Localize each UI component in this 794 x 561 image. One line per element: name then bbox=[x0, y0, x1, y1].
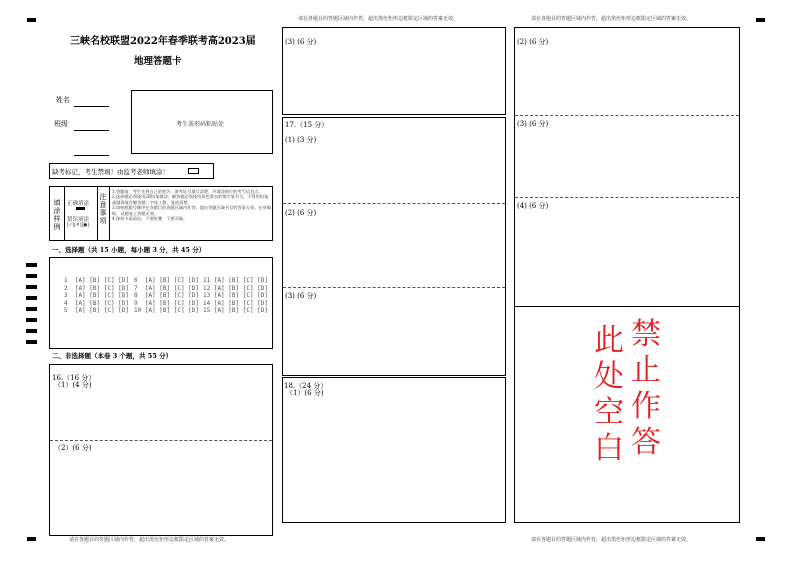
q18-continued-box[interactable] bbox=[514, 27, 740, 307]
choice-row[interactable]: 1 [A] [B] [C] [D] bbox=[64, 277, 130, 284]
exam-number-field[interactable] bbox=[74, 155, 109, 156]
timing-mark bbox=[26, 285, 37, 289]
notice-header: 请在各题目的答题区域内作答，超出黑色矩形边框限定区域的答案无效。 bbox=[298, 16, 459, 22]
timing-mark bbox=[26, 274, 37, 278]
choice-column bbox=[134, 277, 199, 315]
choice-row[interactable]: 15 [A] [B] [C] [D] bbox=[203, 307, 269, 315]
q16-answer-box[interactable] bbox=[49, 364, 273, 536]
q17-part3-label: (3) (6 分) bbox=[285, 292, 317, 300]
q16-part1-label: （1）(4 分) bbox=[54, 381, 92, 389]
timing-mark bbox=[26, 263, 37, 267]
corner-mark-tl bbox=[27, 18, 36, 22]
class-label: 班级 bbox=[54, 120, 68, 128]
corner-mark-tr bbox=[756, 18, 765, 22]
choice-row[interactable]: 13 [A] [B] [C] [D] bbox=[203, 292, 269, 300]
correct-fill-label: 正确填涂 bbox=[67, 201, 90, 207]
q16-part2-label: （2）(6 分) bbox=[54, 444, 92, 452]
q16-part3-label: (3) (6 分) bbox=[285, 38, 317, 46]
wrong-fill-label: 错误填涂 bbox=[67, 217, 90, 223]
q18-part1-label: （1）(6 分) bbox=[286, 389, 324, 397]
q17-part1-label: (1) (3 分) bbox=[285, 136, 317, 144]
choice-row[interactable]: 10 [A] [B] [C] [D] bbox=[134, 307, 200, 315]
choice-answer-box bbox=[49, 257, 273, 349]
choice-row[interactable]: 3 [A] [B] [C] [D] bbox=[64, 292, 130, 300]
choice-row[interactable]: 14 [A] [B] [C] [D] bbox=[203, 299, 269, 307]
choice-column bbox=[64, 277, 129, 315]
barcode-area bbox=[131, 90, 273, 154]
q18-answer-box[interactable] bbox=[282, 377, 506, 523]
q18-part2-label: (2) (6 分) bbox=[517, 38, 549, 46]
name-field[interactable] bbox=[74, 106, 109, 107]
choice-row[interactable]: 5 [A] [B] [C] [D] bbox=[64, 307, 130, 315]
timing-mark bbox=[26, 340, 37, 344]
choice-column bbox=[203, 277, 268, 315]
q18-part3-label: (3) (6 分) bbox=[517, 120, 549, 128]
choice-row[interactable]: 6 [A] [B] [C] [D] bbox=[134, 277, 200, 284]
wrong-fill-sample: [✓][✗][●] bbox=[67, 223, 90, 228]
choice-row[interactable]: 4 [A] [B] [C] [D] bbox=[64, 299, 130, 307]
notice-item: 4.保持卡面清洁，不要折叠、不要弄破。 bbox=[112, 216, 188, 222]
notice-item: 3.请按照题号顺序在各题目的答题区域内作答，超出答题区域书写的答案无效；在草稿纸、试题卷上答题无效。 bbox=[112, 205, 271, 216]
choice-row[interactable]: 9 [A] [B] [C] [D] bbox=[134, 299, 200, 307]
section2-title: 二、非选择题（本卷 3 个题，共 55 分） bbox=[52, 352, 173, 360]
corner-mark-br bbox=[756, 537, 765, 541]
class-field[interactable] bbox=[74, 130, 109, 131]
notice-item: 2.选择题必须使用2B铅笔填涂；解答题必须使用黑色墨水的签字笔书写，不得用铅笔或圆珠笔作解答题；字体工整、笔迹清楚。 bbox=[112, 194, 269, 205]
barcode-label: 考生条形码粘贴处 bbox=[176, 121, 225, 128]
q18-title: 18.（24 分） bbox=[284, 382, 328, 390]
name-label: 姓名 bbox=[56, 96, 70, 104]
notice-footer: 请在各题目的答题区域内作答，超出黑色矩形边框限定区域的答案无效。 bbox=[69, 537, 230, 543]
divider bbox=[50, 440, 272, 441]
timing-mark bbox=[26, 307, 37, 311]
notice-header: 请在各题目的答题区域内作答，超出黑色矩形边框限定区域的答案无效。 bbox=[531, 16, 692, 22]
section1-title: 一、选择题（共 15 小题，每小题 3 分，共 45 分） bbox=[52, 246, 206, 254]
divider bbox=[283, 287, 505, 288]
corner-mark-bl bbox=[27, 537, 36, 541]
divider bbox=[515, 197, 739, 198]
q18-part4-label: (4) (6 分) bbox=[517, 202, 549, 210]
notice-footer: 请在各题目的答题区域内作答，超出黑色矩形边框限定区域的答案无效。 bbox=[531, 537, 692, 543]
forbid-text-right: 禁 止 作 答 bbox=[631, 317, 661, 460]
fill-sample-label: 填涂样例 bbox=[53, 199, 61, 231]
blank-area-box bbox=[514, 306, 740, 523]
notice-item: 1.答题前，考生先将自己的姓名、准考证号填写清楚，并填涂相应的考号信息点。 bbox=[112, 189, 263, 194]
divider bbox=[283, 203, 505, 204]
choice-row[interactable]: 12 [A] [B] [C] [D] bbox=[203, 284, 269, 292]
q16-title: 16.（16 分） bbox=[52, 374, 96, 382]
choice-row[interactable]: 2 [A] [B] [C] [D] bbox=[64, 284, 130, 292]
timing-mark bbox=[26, 296, 37, 300]
choice-row[interactable]: 8 [A] [B] [C] [D] bbox=[134, 292, 200, 300]
correct-fill-sample bbox=[76, 207, 85, 210]
choice-row[interactable]: 11 [A] [B] [C] [D] bbox=[203, 277, 269, 284]
forbid-text-left: 此 处 空 白 bbox=[594, 323, 624, 466]
q17-title: 17.（15 分） bbox=[285, 121, 329, 129]
absent-text: 缺考标记，考生禁填！由监考老师填涂！ bbox=[52, 168, 169, 176]
notice-items bbox=[112, 189, 272, 221]
choice-row[interactable]: 7 [A] [B] [C] [D] bbox=[134, 284, 200, 292]
absent-mark-box bbox=[49, 163, 214, 179]
divider bbox=[515, 115, 739, 116]
attention-label: 注意事项 bbox=[99, 193, 107, 225]
q17-part2-label: (2) (6 分) bbox=[285, 209, 317, 217]
absent-checkbox[interactable] bbox=[188, 168, 199, 174]
page-title: 三峡名校联盟2022年春季联考高2023届 bbox=[70, 36, 256, 47]
q17-answer-box[interactable] bbox=[282, 117, 506, 376]
timing-mark bbox=[26, 318, 37, 322]
page-subtitle: 地理答题卡 bbox=[134, 56, 182, 67]
timing-mark bbox=[26, 329, 37, 333]
q16-part3-box[interactable] bbox=[282, 27, 506, 115]
notice-box bbox=[49, 186, 273, 241]
